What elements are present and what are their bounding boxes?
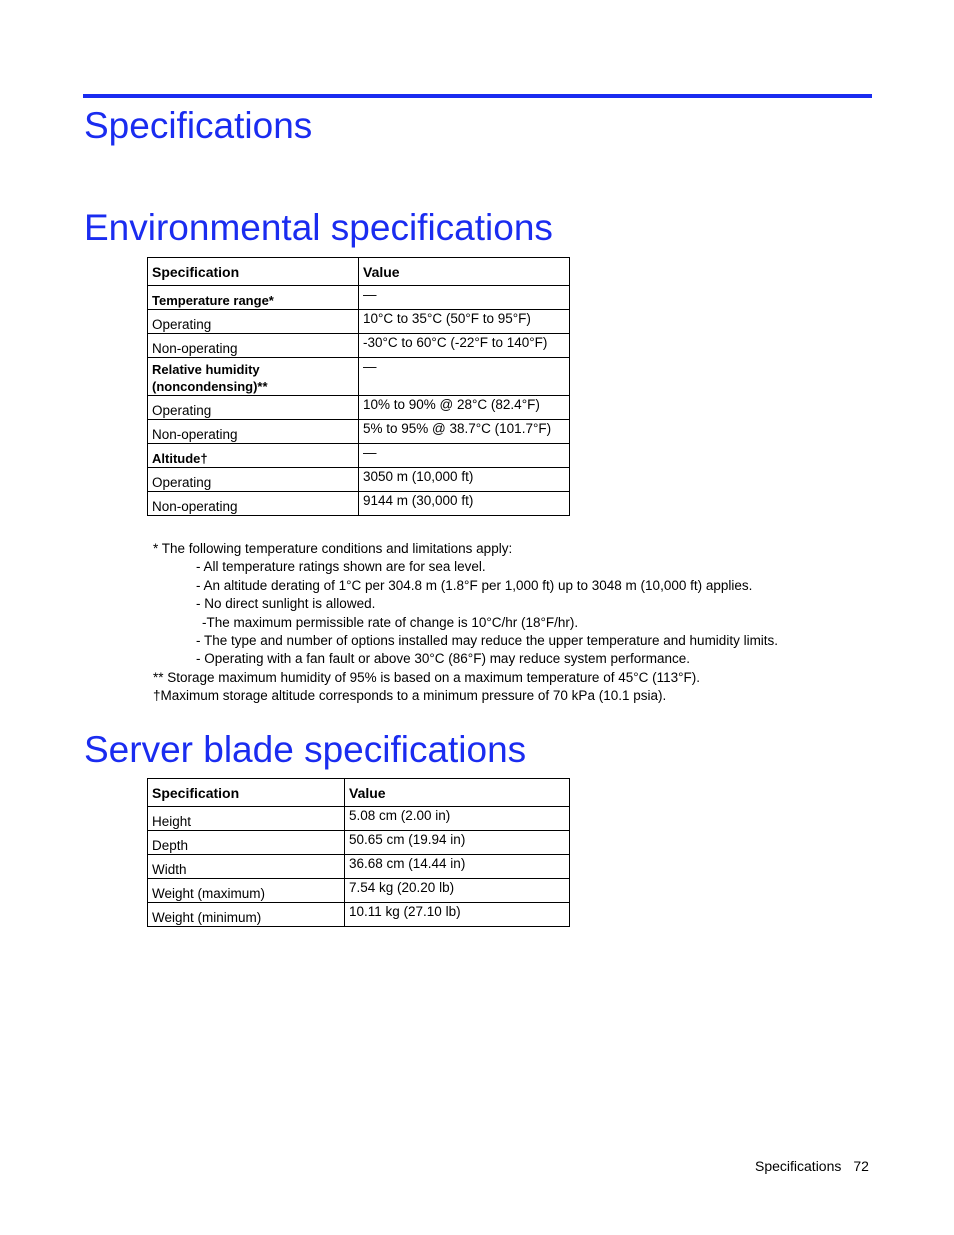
- table-row: [148, 396, 570, 420]
- value-cell: -30°C to 60°C (-22°F to 140°F): [359, 334, 570, 358]
- value-cell: —: [359, 286, 570, 310]
- value-cell: 3050 m (10,000 ft): [359, 468, 570, 492]
- server-blade-heading: Server blade specifications: [84, 729, 527, 770]
- table-header-row: [148, 258, 570, 286]
- note-line: - All temperature ratings shown are for sea level.: [196, 559, 486, 575]
- value-cell: 10°C to 35°C (50°F to 95°F): [359, 310, 570, 334]
- page-footer: [755, 1158, 869, 1174]
- value-cell: —: [359, 444, 570, 468]
- value-cell: 10% to 90% @ 28°C (82.4°F): [359, 396, 570, 420]
- environmental-notes: [153, 540, 778, 706]
- spec-cell: Height: [148, 807, 345, 831]
- table-row: [148, 334, 570, 358]
- spec-cell: Non-operating: [148, 334, 359, 358]
- note-line: * The following temperature conditions and limitations apply:: [153, 541, 513, 556]
- spec-cell: Operating: [148, 396, 359, 420]
- table-header-row: [148, 779, 570, 807]
- column-header-specification: Specification: [148, 258, 359, 286]
- note-line: - No direct sunlight is allowed.: [196, 596, 376, 612]
- footer-section-label: Specifications: [755, 1158, 842, 1174]
- note-line: - An altitude derating of 1°C per 304.8 m (1.8°F per 1,000 ft) up to 3048 m (10,000 ft) applies.: [196, 577, 753, 593]
- table-row: [148, 310, 570, 334]
- spec-cell: Operating: [148, 468, 359, 492]
- spec-cell: Altitude†: [148, 444, 359, 468]
- spec-cell: Non-operating: [148, 420, 359, 444]
- table-row: [148, 855, 570, 879]
- note-line: - Operating with a fan fault or above 30°C (86°F) may reduce system performance.: [196, 651, 691, 667]
- note-line: - The type and number of options installed may reduce the upper temperature and humidity limits.: [196, 633, 779, 649]
- column-header-value: Value: [345, 779, 570, 807]
- table-row: [148, 358, 570, 396]
- table-row: [148, 468, 570, 492]
- title-rule: [83, 94, 872, 98]
- environmental-table: [147, 257, 570, 516]
- page-title: Specifications: [84, 105, 313, 146]
- spec-cell: Weight (minimum): [148, 903, 345, 927]
- table-row: [148, 879, 570, 903]
- value-cell: 9144 m (30,000 ft): [359, 492, 570, 516]
- value-cell: —: [359, 358, 570, 396]
- value-cell: 36.68 cm (14.44 in): [345, 855, 570, 879]
- value-cell: 5% to 95% @ 38.7°C (101.7°F): [359, 420, 570, 444]
- value-cell: 5.08 cm (2.00 in): [345, 807, 570, 831]
- column-header-value: Value: [359, 258, 570, 286]
- note-line: -The maximum permissible rate of change is 10°C/hr (18°F/hr).: [202, 614, 579, 630]
- spec-cell: Width: [148, 855, 345, 879]
- value-cell: 10.11 kg (27.10 lb): [345, 903, 570, 927]
- column-header-specification: Specification: [148, 779, 345, 807]
- spec-cell: Depth: [148, 831, 345, 855]
- value-cell: 50.65 cm (19.94 in): [345, 831, 570, 855]
- spec-cell: Weight (maximum): [148, 879, 345, 903]
- environmental-heading: Environmental specifications: [84, 207, 553, 248]
- table-row: [148, 831, 570, 855]
- table-row: [148, 807, 570, 831]
- table-row: [148, 903, 570, 927]
- page-number: 72: [853, 1158, 869, 1174]
- spec-cell: Temperature range*: [148, 286, 359, 310]
- note-line: †Maximum storage altitude corresponds to a minimum pressure of 70 kPa (10.1 psia).: [153, 688, 667, 704]
- spec-cell: Relative humidity (noncondensing)**: [148, 358, 359, 396]
- table-row: [148, 444, 570, 468]
- spec-cell: Operating: [148, 310, 359, 334]
- table-row: [148, 492, 570, 516]
- spec-cell: Non-operating: [148, 492, 359, 516]
- table-row: [148, 420, 570, 444]
- table-row: [148, 286, 570, 310]
- note-line: ** Storage maximum humidity of 95% is based on a maximum temperature of 45°C (113°F).: [153, 669, 701, 685]
- server-blade-table: [147, 778, 570, 927]
- value-cell: 7.54 kg (20.20 lb): [345, 879, 570, 903]
